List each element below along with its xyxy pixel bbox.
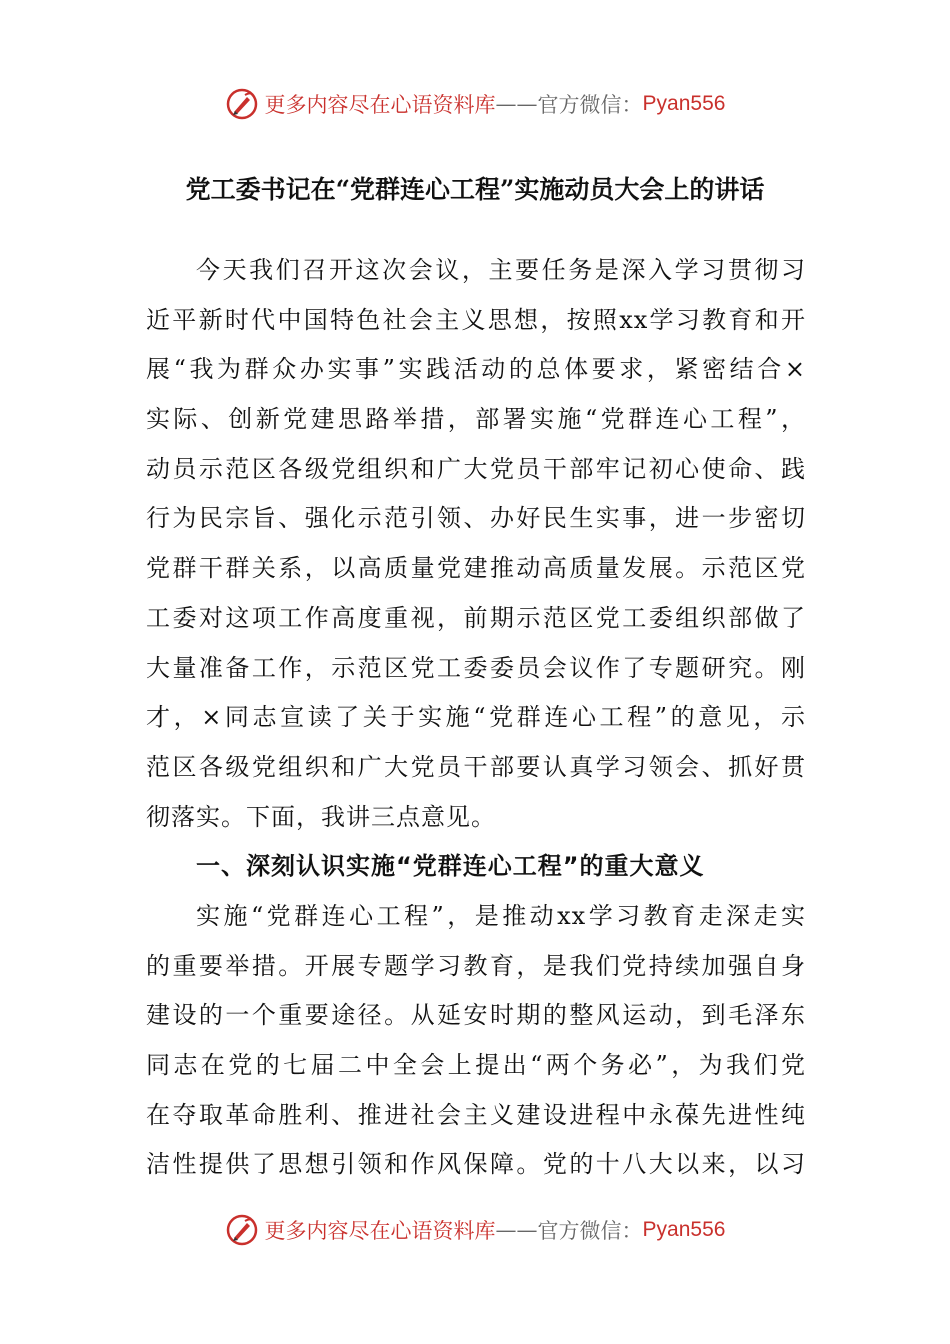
watermark-banner-bottom (0, 1210, 950, 1250)
paragraph1-line: 大量准备工作，示范区党工委委员会议作了专题研究。刚 (146, 653, 806, 682)
document-title: 党工委书记在“党群连心工程”实施动员大会上的讲话 (185, 175, 765, 204)
paragraph2-line: 在夺取革命胜利、推进社会主义建设进程中永葆先进性纯 (146, 1100, 806, 1129)
watermark-brand: 更多内容尽在心语资料库 (264, 1219, 496, 1243)
watermark-dash: —— (495, 92, 538, 116)
paragraph1-line: 近平新时代中国特色社会主义思想，按照xx学习教育和开 (146, 305, 806, 334)
paragraph1-line: 动员示范区各级党组织和广大党员干部牢记初心使命、践 (146, 454, 806, 483)
paragraph1-line: 才，×同志宣读了关于实施“党群连心工程”的意见，示 (146, 703, 806, 732)
paragraph1-line: 工委对这项工作高度重视，前期示范区党工委组织部做了 (146, 603, 806, 632)
paragraph2-line: 同志在党的七届二中全会上提出“两个务必”，为我们党 (146, 1051, 806, 1079)
paragraph2-line: 的重要举措。开展专题学习教育，是我们党持续加强自身 (146, 951, 806, 980)
section-heading-1: 一、深刻认识实施“党群连心工程”的重大意义 (196, 852, 705, 881)
watermark-dash: —— (495, 1218, 538, 1242)
paragraph2-line: 建设的一个重要途径。从延安时期的整风运动，到毛泽东 (146, 1001, 806, 1030)
paragraph2-line: 实施“党群连心工程”，是推动xx学习教育走深走实 (196, 901, 806, 930)
paragraph1-line: 彻落实。下面，我讲三点意见。 (146, 802, 496, 831)
paragraph1-line: 实际、创新党建思路举措，部署实施“党群连心工程”， (146, 405, 806, 434)
pen-logo-icon (225, 87, 259, 121)
paragraph1-line: 展“我为群众办实事”实践活动的总体要求，紧密结合× (146, 355, 806, 384)
watermark-wechat-label: 官方微信： (537, 1219, 643, 1243)
paragraph1-line: 今天我们召开这次会议，主要任务是深入学习贯彻习 (196, 256, 806, 284)
watermark-wechat-id: Pyan556 (642, 92, 726, 115)
paragraph1-line: 范区各级党组织和广大党员干部要认真学习领会、抓好贯 (146, 752, 806, 781)
paragraph1-line: 行为民宗旨、强化示范引领、办好民生实事，进一步密切 (146, 504, 806, 533)
watermark-wechat-label: 官方微信： (537, 93, 643, 117)
watermark-banner-top (0, 84, 950, 124)
paragraph2-line: 洁性提供了思想引领和作风保障。党的十八大以来，以习 (146, 1150, 806, 1179)
paragraph1-line: 党群干群关系，以高质量党建推动高质量发展。示范区党 (146, 554, 806, 583)
watermark-brand: 更多内容尽在心语资料库 (264, 93, 496, 117)
pen-logo-icon (225, 1213, 259, 1247)
watermark-wechat-id: Pyan556 (642, 1218, 726, 1241)
document-body (146, 246, 806, 1190)
